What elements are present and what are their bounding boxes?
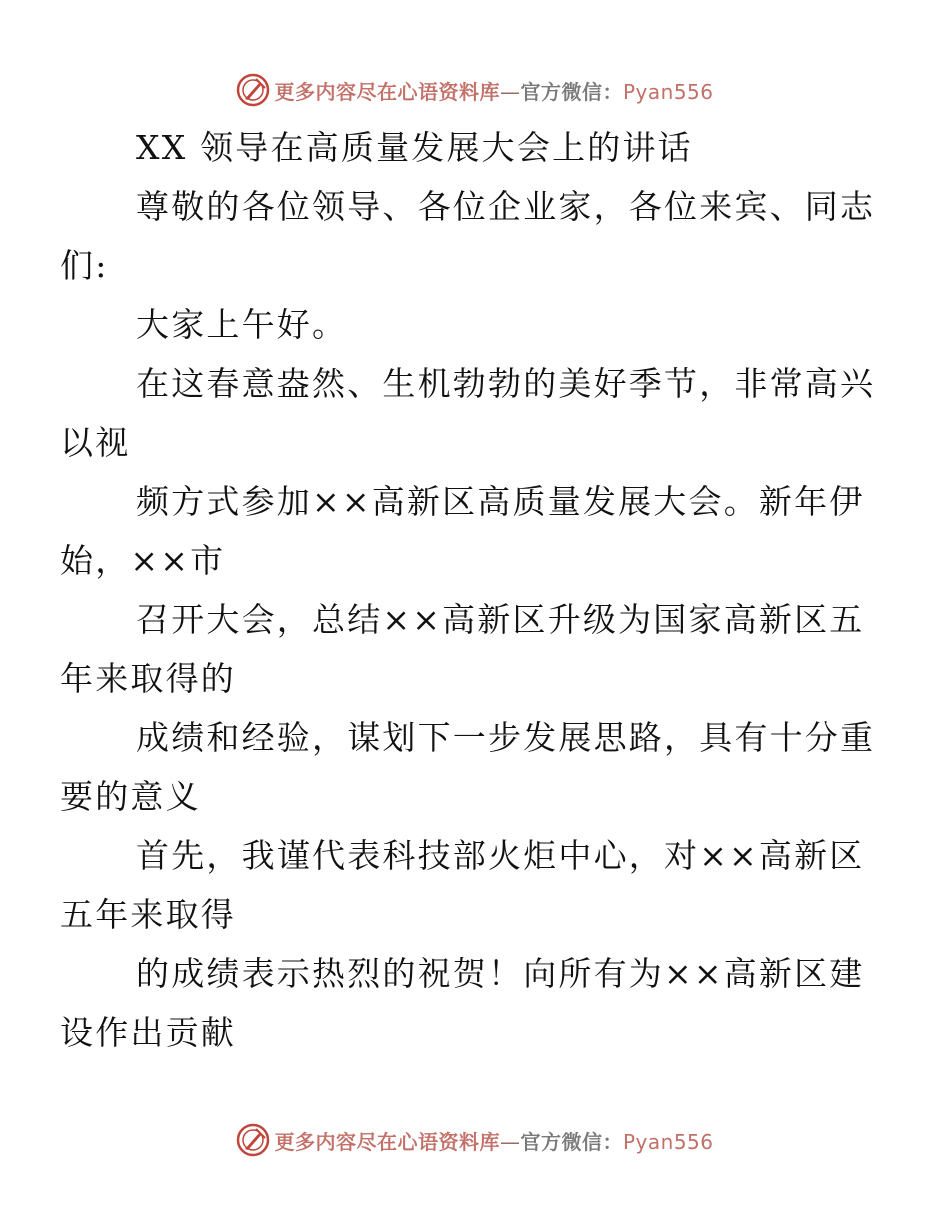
watermark-dash: — bbox=[499, 1129, 521, 1154]
paragraph-line: 成绩和经验，谋划下一步发展思路，具有十分重 bbox=[136, 718, 876, 757]
paragraph-line: 以视 bbox=[60, 423, 131, 462]
title-text: XX 领导在高质量发展大会上的讲话 bbox=[136, 128, 693, 167]
watermark-dash: — bbox=[499, 79, 521, 104]
paragraph bbox=[60, 708, 876, 826]
footer-watermark bbox=[0, 1120, 950, 1160]
watermark-wechat-label: 官方微信： bbox=[520, 1129, 623, 1154]
document-title bbox=[98, 118, 858, 177]
quill-logo-icon bbox=[236, 73, 270, 107]
paragraph bbox=[60, 590, 865, 708]
watermark-wechat-id: Pyan556 bbox=[622, 79, 714, 104]
paragraph-line: 首先，我谨代表科技部火炬中心，对××高新区 bbox=[136, 836, 865, 875]
watermark-main-text: 更多内容尽在心语资料库 bbox=[274, 1129, 500, 1154]
paragraph-line: 大家上午好。 bbox=[136, 305, 348, 344]
paragraph-line: 频方式参加××高新区高质量发展大会。新年伊 bbox=[136, 482, 865, 521]
paragraph bbox=[60, 826, 865, 944]
paragraph-line: 设作出贡献 bbox=[60, 1013, 236, 1052]
paragraph-line: 年来取得的 bbox=[60, 659, 236, 698]
paragraph bbox=[60, 472, 865, 590]
watermark-main-text: 更多内容尽在心语资料库 bbox=[274, 79, 500, 104]
header-watermark bbox=[0, 70, 950, 110]
paragraph-line: 尊敬的各位领导、各位企业家，各位来宾、同志 bbox=[136, 187, 876, 226]
paragraph bbox=[98, 295, 858, 354]
paragraph-line: 在这春意盎然、生机勃勃的美好季节，非常高兴 bbox=[136, 364, 876, 403]
paragraph bbox=[60, 177, 876, 295]
paragraph-line: 五年来取得 bbox=[60, 895, 236, 934]
paragraph-line: 召开大会，总结××高新区升级为国家高新区五 bbox=[136, 600, 865, 639]
document-body bbox=[60, 118, 876, 1062]
paragraph-line: 的成绩表示热烈的祝贺！向所有为××高新区建 bbox=[136, 954, 865, 993]
paragraph-line: 始，××市 bbox=[60, 541, 226, 580]
paragraph bbox=[60, 354, 876, 472]
paragraph bbox=[60, 944, 865, 1062]
watermark-wechat-label: 官方微信： bbox=[520, 79, 623, 104]
quill-logo-icon bbox=[236, 1123, 270, 1157]
watermark-wechat-id: Pyan556 bbox=[622, 1129, 714, 1154]
paragraph-line: 们: bbox=[60, 246, 109, 285]
paragraph-line: 要的意义 bbox=[60, 777, 201, 816]
